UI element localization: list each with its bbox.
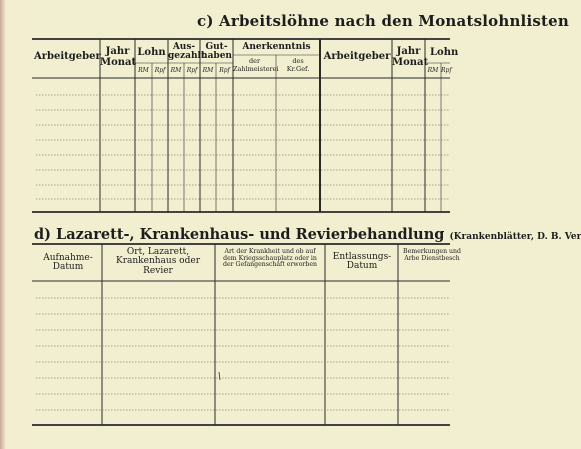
col-anerkenntnis-der: der — [248, 57, 261, 65]
col-entlassungs-datum: Entlassungs-Datum — [332, 252, 392, 272]
col-arbeitgeber-2: Arbeitgeber — [323, 51, 391, 62]
col-ausgezahlt: Aus-gezahlt — [168, 42, 206, 62]
col-guthaben: Gut-haben — [201, 42, 232, 62]
sub-rpf: Rpf — [219, 67, 230, 74]
section-d-title-suffix: (Krankenblätter, D. B. Ver — [449, 232, 581, 242]
col-aufnahme-datum: Aufnahme-Datum — [43, 253, 93, 273]
sub-rpf: Rpf — [186, 67, 198, 74]
section-c-title: c) Arbeitslöhne nach den Monatslohnlisten — [197, 12, 569, 30]
col-ort-lazarett: Ort, Lazarett, Krankenhaus oder Revier — [115, 247, 200, 276]
col-arbeitgeber: Arbeitgeber — [34, 51, 101, 62]
col-jahr-monat: Jahr Monat — [100, 46, 137, 68]
sub-rm: RM — [427, 67, 439, 74]
sub-rm: RM — [202, 67, 214, 74]
sub-rpf: Rpf — [441, 67, 452, 74]
col-lohn: Lohn — [137, 47, 166, 58]
col-anerkenntnis-zahlmeisterei: Zahlmeisterei — [233, 65, 279, 73]
sub-rpf: Rpf — [154, 67, 166, 74]
col-lohn-2: Lohn — [430, 47, 459, 58]
col-anerkenntnis: Anerkenntnis — [242, 42, 311, 52]
col-art-der-krankheit: Art der Krankheit und ob auf dem Kriegsschauplatz oder in der Gefangenschaft erworben — [223, 248, 317, 268]
col-anerkenntnis-krgef: Kr.Gef. — [286, 65, 310, 73]
sub-rm: RM — [138, 67, 149, 74]
section-d-title — [34, 226, 581, 243]
col-anerkenntnis-des: des — [292, 57, 304, 65]
section-d-title-main: d) Lazarett-, Krankenhaus- und Revierbehandlung — [34, 226, 445, 243]
col-jahr-monat-2: Jahr Monat — [392, 46, 429, 68]
sub-rm: RM — [170, 67, 182, 74]
col-bemerkungen: Bemerkungen und Arbe Dienstbesch — [403, 248, 461, 262]
